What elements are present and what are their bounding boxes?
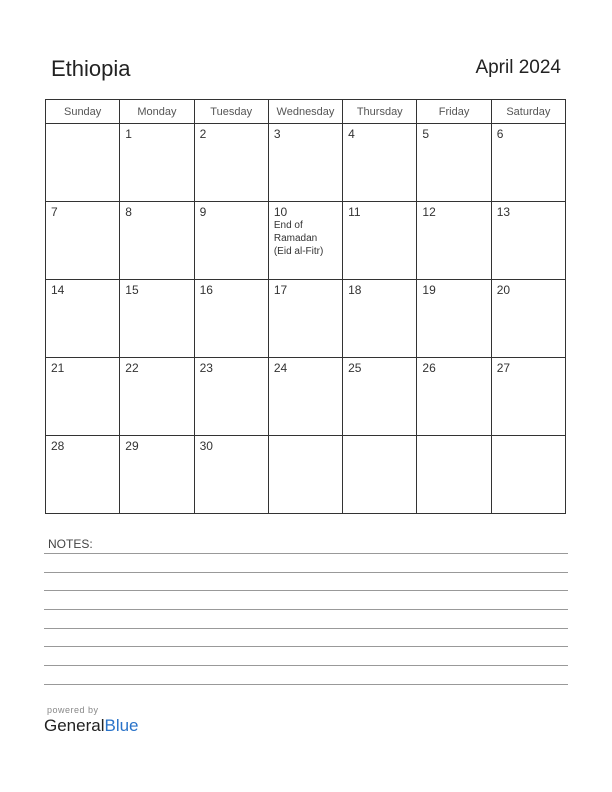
day-number: 15	[125, 283, 139, 297]
calendar-day-cell	[120, 202, 194, 280]
calendar-day-cell	[194, 124, 268, 202]
calendar-empty-cell	[417, 436, 491, 514]
weekday-header-row	[46, 100, 566, 124]
day-number: 14	[51, 283, 65, 297]
day-number: 9	[199, 205, 207, 219]
powered-by-text: powered by	[47, 705, 99, 715]
day-number: 2	[199, 127, 207, 141]
day-number: 8	[125, 205, 132, 219]
holiday-label: (Eid al-Fitr)	[273, 246, 324, 257]
day-number: 11	[348, 205, 361, 219]
calendar-day-cell	[46, 202, 120, 280]
day-number	[492, 436, 565, 439]
weekday-tuesday: Tuesday	[194, 100, 268, 124]
calendar-grid	[45, 99, 566, 514]
calendar-day-cell	[491, 280, 565, 358]
day-number: 1	[125, 127, 132, 141]
day-number: 4	[348, 127, 355, 141]
calendar-day-cell	[417, 280, 491, 358]
day-number	[269, 436, 342, 439]
note-line	[44, 665, 568, 666]
day-number: 20	[496, 283, 511, 297]
day-number: 22	[125, 361, 139, 375]
calendar-day-cell	[343, 202, 417, 280]
calendar-day-cell	[194, 280, 268, 358]
calendar-day-cell	[46, 280, 120, 358]
calendar-day-cell	[268, 124, 342, 202]
day-number: 10	[273, 205, 288, 219]
brand-blue: Blue	[104, 716, 139, 735]
day-number: 6	[496, 127, 504, 141]
day-number: 17	[273, 283, 288, 297]
day-number	[417, 436, 490, 439]
calendar-empty-cell	[491, 436, 565, 514]
day-number: 7	[51, 205, 58, 219]
day-number: 3	[273, 127, 281, 141]
calendar-empty-cell	[343, 436, 417, 514]
weekday-wednesday: Wednesday	[268, 100, 342, 124]
generalblue-logo[interactable]	[44, 716, 139, 736]
note-line	[44, 628, 568, 629]
calendar-day-cell	[268, 280, 342, 358]
note-line	[44, 572, 568, 573]
calendar-day-cell	[417, 202, 491, 280]
day-number: 5	[422, 127, 430, 141]
day-number: 29	[125, 439, 139, 453]
day-number: 25	[348, 361, 362, 375]
calendar-day-cell	[194, 202, 268, 280]
note-line	[44, 646, 568, 647]
day-number: 24	[273, 361, 288, 375]
day-number: 16	[199, 283, 213, 297]
note-line	[44, 553, 568, 554]
holiday-label: Ramadan	[273, 233, 318, 244]
note-line	[44, 609, 568, 610]
calendar-empty-cell	[46, 124, 120, 202]
weekday-monday: Monday	[120, 100, 194, 124]
day-number: 23	[199, 361, 213, 375]
calendar-day-cell	[194, 436, 268, 514]
calendar-day-cell	[491, 202, 565, 280]
calendar-day-cell	[491, 124, 565, 202]
calendar-day-cell	[120, 436, 194, 514]
calendar-week-row	[46, 124, 566, 202]
weekday-thursday: Thursday	[343, 100, 417, 124]
calendar-day-cell	[343, 280, 417, 358]
note-line	[44, 684, 568, 685]
day-number: 19	[422, 283, 436, 297]
weekday-sunday: Sunday	[46, 100, 120, 124]
day-number	[343, 436, 416, 439]
calendar-day-cell	[417, 124, 491, 202]
calendar-week-row	[46, 280, 566, 358]
calendar-day-cell	[268, 358, 342, 436]
country-title: Ethiopia	[51, 56, 131, 81]
calendar-week-row	[46, 202, 566, 280]
brand-general: General	[44, 716, 105, 735]
calendar-empty-cell	[268, 436, 342, 514]
calendar-day-cell	[417, 358, 491, 436]
day-number: 30	[199, 439, 213, 453]
day-number: 28	[51, 439, 65, 453]
day-number: 18	[348, 283, 362, 297]
day-number: 26	[422, 361, 436, 375]
calendar-day-cell	[343, 124, 417, 202]
day-number	[46, 124, 119, 127]
calendar-day-cell	[46, 358, 120, 436]
calendar-day-cell	[120, 124, 194, 202]
calendar-day-cell	[343, 358, 417, 436]
weekday-saturday: Saturday	[491, 100, 565, 124]
calendar-day-cell	[491, 358, 565, 436]
day-number: 13	[496, 205, 511, 219]
day-number: 27	[496, 361, 511, 375]
holiday-label: End of	[273, 220, 303, 231]
calendar-day-cell	[46, 436, 120, 514]
weekday-friday: Friday	[417, 100, 491, 124]
calendar-day-cell	[268, 202, 342, 280]
notes-label: NOTES:	[48, 537, 93, 551]
calendar-week-row	[46, 436, 566, 514]
calendar-day-cell	[194, 358, 268, 436]
calendar-week-row	[46, 358, 566, 436]
day-number: 21	[51, 361, 65, 375]
day-number: 12	[422, 205, 436, 219]
month-year-title: April 2024	[475, 57, 561, 78]
calendar-day-cell	[120, 358, 194, 436]
note-line	[44, 590, 568, 591]
calendar-day-cell	[120, 280, 194, 358]
